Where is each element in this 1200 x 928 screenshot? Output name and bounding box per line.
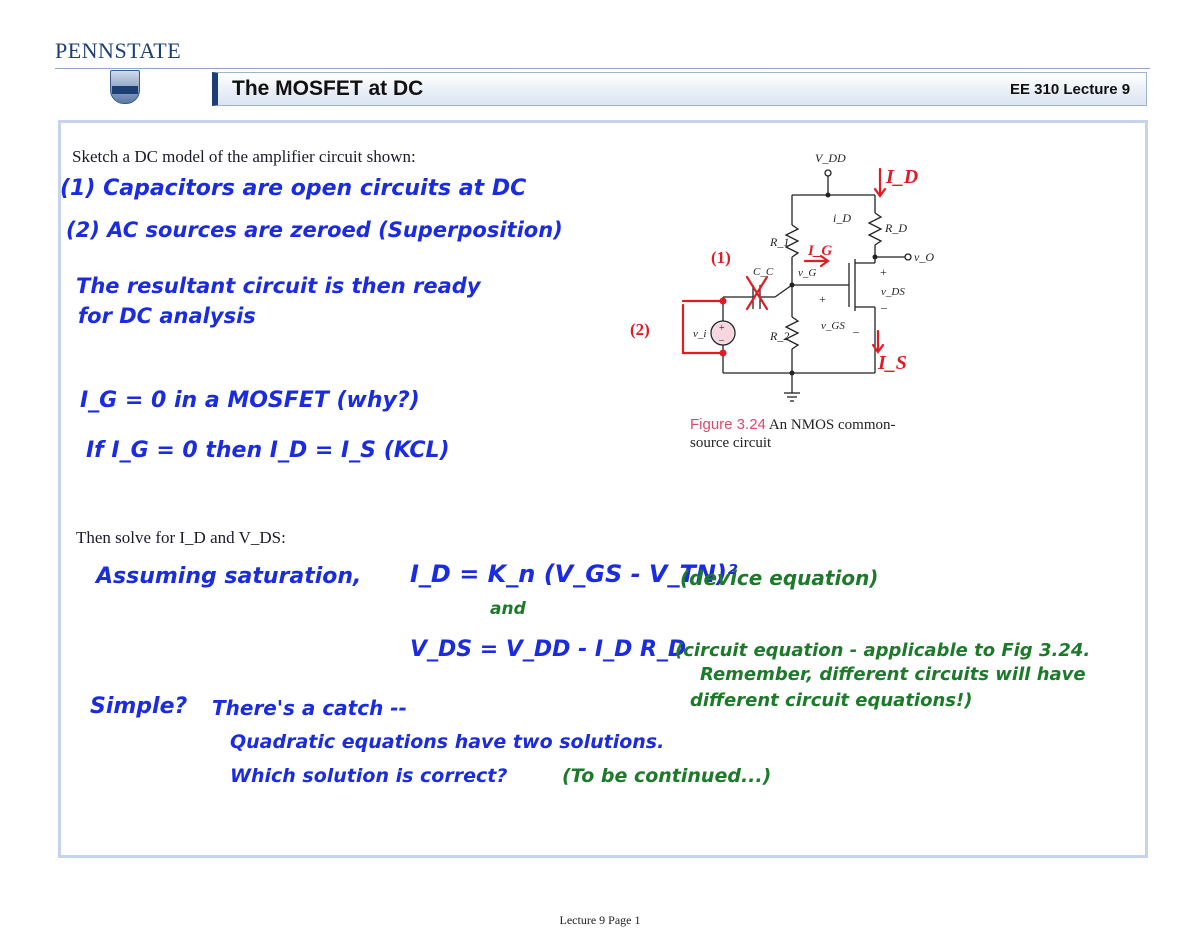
note-result-2: for DC analysis [78,304,256,328]
header-rule [55,68,1150,69]
figure-caption-line-2: source circuit [690,435,772,451]
vds-label: v_DS [881,286,905,298]
note-step-2: (2) AC sources are zeroed (Superposition) [66,218,563,242]
vi-plus: + [719,323,725,334]
note-step-1: (1) Capacitors are open circuits at DC [60,176,527,201]
assuming-saturation: Assuming saturation, [96,564,362,589]
ig-annotation: I_G [808,243,833,259]
mark-1-annotation: (1) [711,248,731,267]
cc-label: C_C [753,266,774,278]
circuit-equation-note-1: (circuit equation - applicable to Fig 3.24. [675,640,1091,661]
figure-caption-label: Figure 3.24 [690,416,766,433]
vo-label: v_O [914,250,934,264]
and-connector: and [490,599,526,619]
page-footer: Lecture 9 Page 1 [559,913,641,927]
catch-line: There's a catch -- [212,696,407,720]
r1-label: R_1 [770,235,790,249]
device-equation: I_D = K_n (V_GS - V_TN)² [410,560,738,588]
is-annotation: I_S [878,352,907,374]
note-result-1: The resultant circuit is then ready [76,274,481,298]
circuit-equation-note-3: different circuit equations!) [690,690,973,711]
vds-plus: + [880,265,887,279]
note-ig-zero: I_G = 0 in a MOSFET (why?) [80,388,420,413]
circuit-equation: V_DS = V_DD - I_D R_D [410,637,687,662]
note-kcl: If I_G = 0 then I_D = I_S (KCL) [86,438,450,463]
id-label: i_D [833,211,851,225]
vgs-minus: – [853,324,859,338]
course-label: EE 310 Lecture 9 [1010,81,1131,98]
id-annotation: I_D [886,166,919,188]
vgs-plus: + [819,292,826,306]
quadratic-line: Quadratic equations have two solutions. [230,731,665,753]
which-solution-line: Which solution is correct? [230,765,508,787]
vgs-label: v_GS [821,320,845,332]
circuit-equation-note-2: Remember, different circuits will have [700,664,1086,685]
mark-2-annotation: (2) [630,320,650,339]
slide-title: The MOSFET at DC [232,77,424,100]
vg-label: v_G [798,267,817,279]
to-be-continued: (To be continued...) [562,765,772,787]
vdd-label: V_DD [815,151,846,165]
shield-band [112,86,138,94]
simple-question: Simple? [90,694,188,719]
solve-prompt: Then solve for I_D and V_DS: [76,528,286,547]
figure-caption [690,416,896,452]
figure-caption-line-1: An NMOS common- [768,417,896,433]
device-equation-note: (device equation) [680,566,879,590]
pennstate-logo: PENNSTATE [55,38,182,63]
nmos-circuit-diagram [615,145,945,415]
rd-label: R_D [885,221,907,235]
vi-label: v_i [693,328,707,340]
r2-label: R_2 [770,329,790,343]
intro-text: Sketch a DC model of the amplifier circuit shown: [72,147,416,166]
vds-minus: – [881,300,887,314]
vi-minus: – [719,335,724,346]
